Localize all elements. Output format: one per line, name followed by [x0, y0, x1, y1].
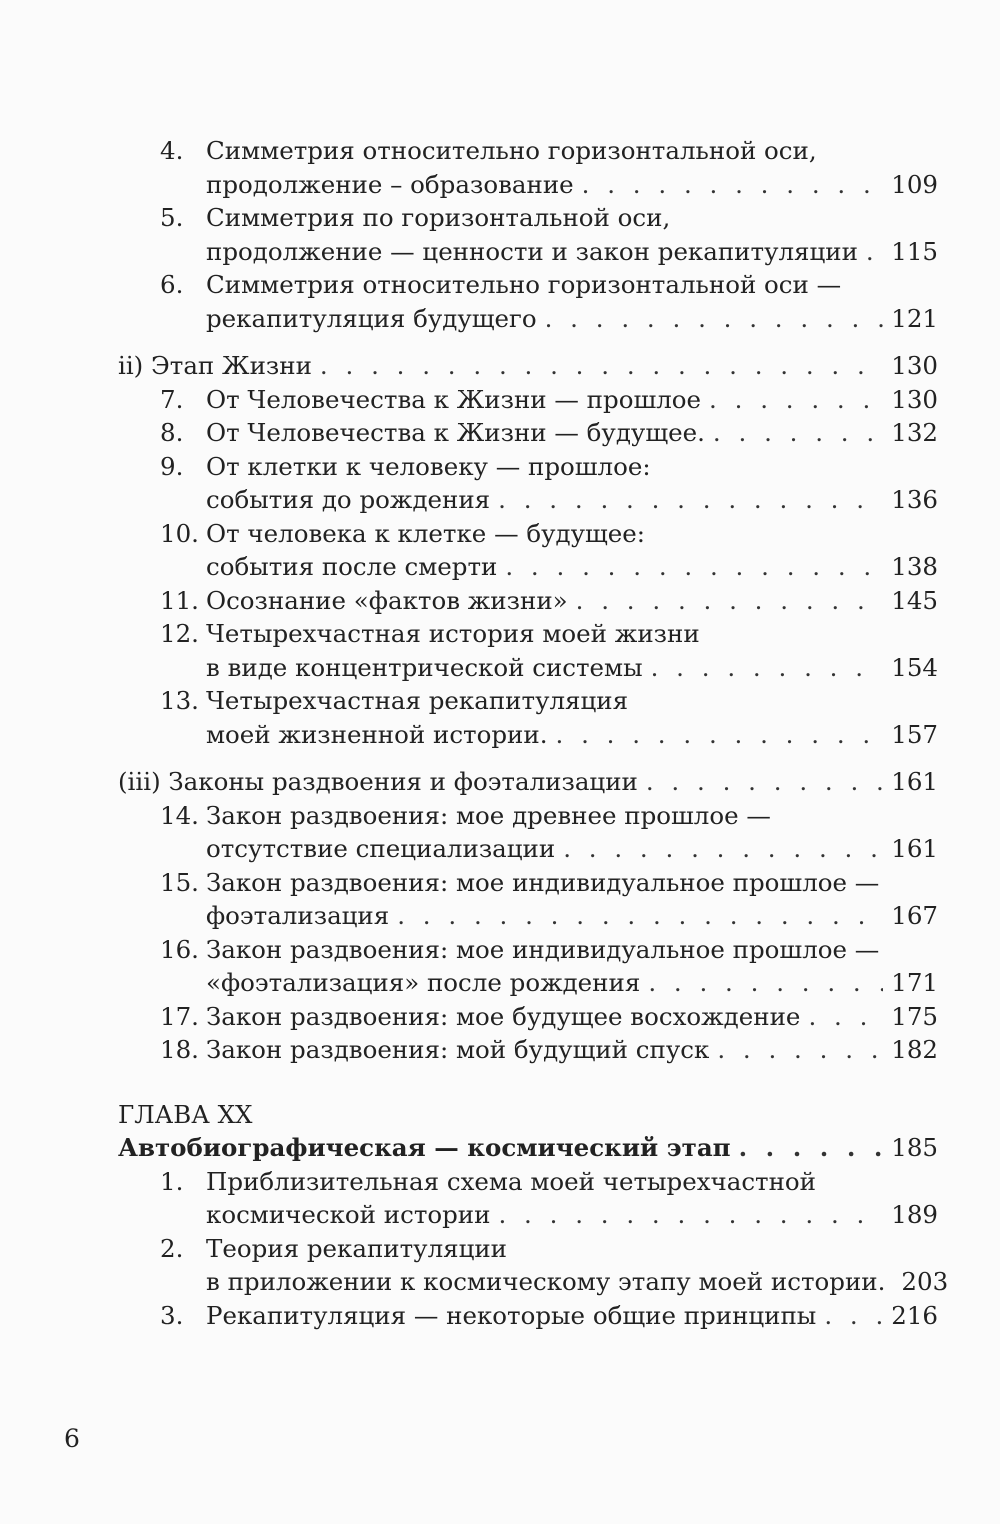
entry-number: 5.: [160, 203, 184, 232]
entry-title-cont: рекапитуляция будущего: [206, 303, 537, 333]
entry-page: 189: [891, 1200, 938, 1229]
entry-number: 10.: [160, 518, 199, 548]
entry-title: Четырехчастная история моей жизни: [206, 619, 700, 648]
entry-title: От клетки к человеку — прошлое:: [206, 451, 651, 481]
entry-number: 1.: [160, 1166, 184, 1196]
entry-title: Закон раздвоения: мое индивидуальное прошлое —: [206, 867, 880, 897]
leader-dots: [866, 235, 883, 269]
leader-dots: [646, 765, 883, 799]
leader-dots: [576, 584, 884, 618]
entry-title-cont: в приложении к космическому этапу моей истории.: [206, 1267, 886, 1296]
chapter-page: 185: [891, 1133, 938, 1162]
entry-title-cont: продолжение — ценности и закон рекапитуляции: [206, 236, 858, 266]
leader-dots: [582, 168, 884, 202]
entry-page: 161: [891, 834, 938, 863]
entry-page: 136: [891, 485, 938, 514]
leader-dots: [498, 1198, 883, 1232]
toc-entry[interactable]: [118, 134, 938, 201]
toc-entry[interactable]: [118, 684, 938, 751]
toc-entry[interactable]: [118, 617, 938, 684]
toc-entry[interactable]: [118, 450, 938, 517]
leader-dots: [556, 718, 884, 752]
entry-number: 14.: [160, 800, 199, 830]
entry-number: 7.: [160, 384, 184, 414]
leader-dots: [505, 550, 883, 584]
section-page: 130: [891, 351, 938, 380]
entry-title-cont: в виде концентрической системы: [206, 652, 643, 682]
toc-entry[interactable]: [118, 268, 938, 335]
leader-dots: [545, 302, 884, 336]
leader-dots: [713, 416, 883, 450]
toc-section[interactable]: [118, 765, 938, 799]
entry-title: От человека к клетке — будущее:: [206, 518, 646, 548]
entry-number: 8.: [160, 418, 184, 447]
entry-page: 145: [891, 585, 938, 615]
entry-title: Рекапитуляция — некоторые общие принципы: [206, 1300, 817, 1330]
toc-entry[interactable]: [118, 866, 938, 933]
entry-title: Симметрия относительно горизонтальной оси,: [206, 136, 817, 165]
toc-entry[interactable]: [118, 517, 938, 584]
leader-dots: [563, 832, 883, 866]
entry-number: 13.: [160, 686, 199, 715]
entry-title-cont: события до рождения: [206, 485, 491, 514]
entry-number: 6.: [160, 270, 184, 299]
entry-number: 16.: [160, 934, 199, 964]
entry-number: 15.: [160, 867, 199, 897]
entry-title: Симметрия относительно горизонтальной оси —: [206, 270, 842, 299]
leader-dots: [648, 966, 883, 1000]
entry-number: 12.: [160, 619, 199, 648]
entry-title-cont: отсутствие специализации: [206, 834, 556, 863]
entry-number: 18.: [160, 1035, 199, 1064]
entry-title: От Человечества к Жизни — прошлое: [206, 384, 702, 414]
toc-entry[interactable]: [118, 1000, 938, 1034]
entry-page: 109: [891, 169, 938, 199]
chapter-heading[interactable]: [118, 1131, 938, 1165]
entry-title: Теория рекапитуляции: [206, 1233, 508, 1263]
leader-dots: [498, 483, 883, 517]
entry-page: 132: [891, 418, 938, 447]
entry-number: 17.: [160, 1001, 199, 1031]
entry-title-cont: «фоэтализация» после рождения: [206, 968, 641, 997]
toc-entry[interactable]: [118, 933, 938, 1000]
entry-page: 203: [901, 1267, 949, 1296]
entry-title-cont: космической истории: [206, 1200, 491, 1229]
entry-title: Четырехчастная рекапитуляция: [206, 686, 629, 715]
entry-page: 171: [891, 968, 938, 997]
leader-dots: [824, 1299, 883, 1333]
entry-page: 167: [891, 901, 938, 930]
toc-entry[interactable]: [118, 383, 938, 417]
entry-title: Осознание «фактов жизни»: [206, 585, 568, 615]
entry-page: 154: [891, 652, 938, 682]
toc-entry[interactable]: [118, 1033, 938, 1067]
toc-section[interactable]: [118, 349, 938, 383]
entry-title-cont: моей жизненной истории.: [206, 719, 548, 749]
entry-page: 138: [891, 552, 938, 581]
table-of-contents: [118, 134, 949, 1332]
entry-title-cont: продолжение – образование: [206, 169, 574, 199]
entry-title: Закон раздвоения: мое древнее прошлое —: [206, 800, 771, 830]
entry-page: 121: [891, 303, 938, 333]
page-number: 6: [64, 1424, 80, 1453]
section-title: ii) Этап Жизни: [118, 351, 312, 380]
toc-entry[interactable]: [118, 799, 938, 866]
entry-title-cont: фоэтализация: [206, 901, 390, 930]
toc-entry[interactable]: [118, 416, 938, 450]
entry-title: От Человечества к Жизни — будущее.: [206, 418, 705, 447]
leader-dots: [397, 899, 883, 933]
entry-title: Закон раздвоения: мое будущее восхождение: [206, 1001, 801, 1031]
section-title: (iii) Законы раздвоения и фоэтализации: [118, 767, 638, 796]
leader-dots: [320, 349, 883, 383]
entry-page: 175: [891, 1001, 938, 1031]
entry-number: 4.: [160, 136, 184, 165]
toc-entry[interactable]: [118, 1232, 949, 1299]
leader-dots: [709, 383, 883, 417]
entry-page: 182: [891, 1035, 938, 1064]
chapter-title: Автобиографическая — космический этап: [118, 1133, 731, 1162]
entry-title: Закон раздвоения: мой будущий спуск: [206, 1035, 710, 1064]
entry-number: 3.: [160, 1300, 184, 1330]
chapter-label: [118, 1098, 938, 1132]
entry-page: 216: [891, 1300, 938, 1330]
toc-entry[interactable]: [118, 201, 938, 268]
entry-title-cont: события после смерти: [206, 552, 498, 581]
entry-page: 130: [891, 384, 938, 414]
entry-title: Симметрия по горизонтальной оси,: [206, 203, 671, 232]
chapter-label-text: ГЛАВА XX: [118, 1099, 253, 1129]
entry-page: 157: [891, 719, 938, 749]
entry-title: Закон раздвоения: мое индивидуальное прошлое —: [206, 934, 880, 964]
leader-dots: [651, 651, 884, 685]
toc-entry[interactable]: [118, 1165, 938, 1232]
toc-entry[interactable]: [118, 1299, 938, 1333]
leader-dots: [739, 1131, 884, 1165]
entry-number: 9.: [160, 451, 184, 481]
entry-title: Приблизительная схема моей четырехчастной: [206, 1166, 816, 1196]
leader-dots: [808, 1000, 883, 1034]
toc-entry[interactable]: [118, 584, 938, 618]
entry-number: 11.: [160, 585, 199, 615]
entry-page: 115: [891, 236, 938, 266]
entry-number: 2.: [160, 1233, 184, 1263]
section-page: 161: [891, 767, 938, 796]
leader-dots: [717, 1033, 883, 1067]
